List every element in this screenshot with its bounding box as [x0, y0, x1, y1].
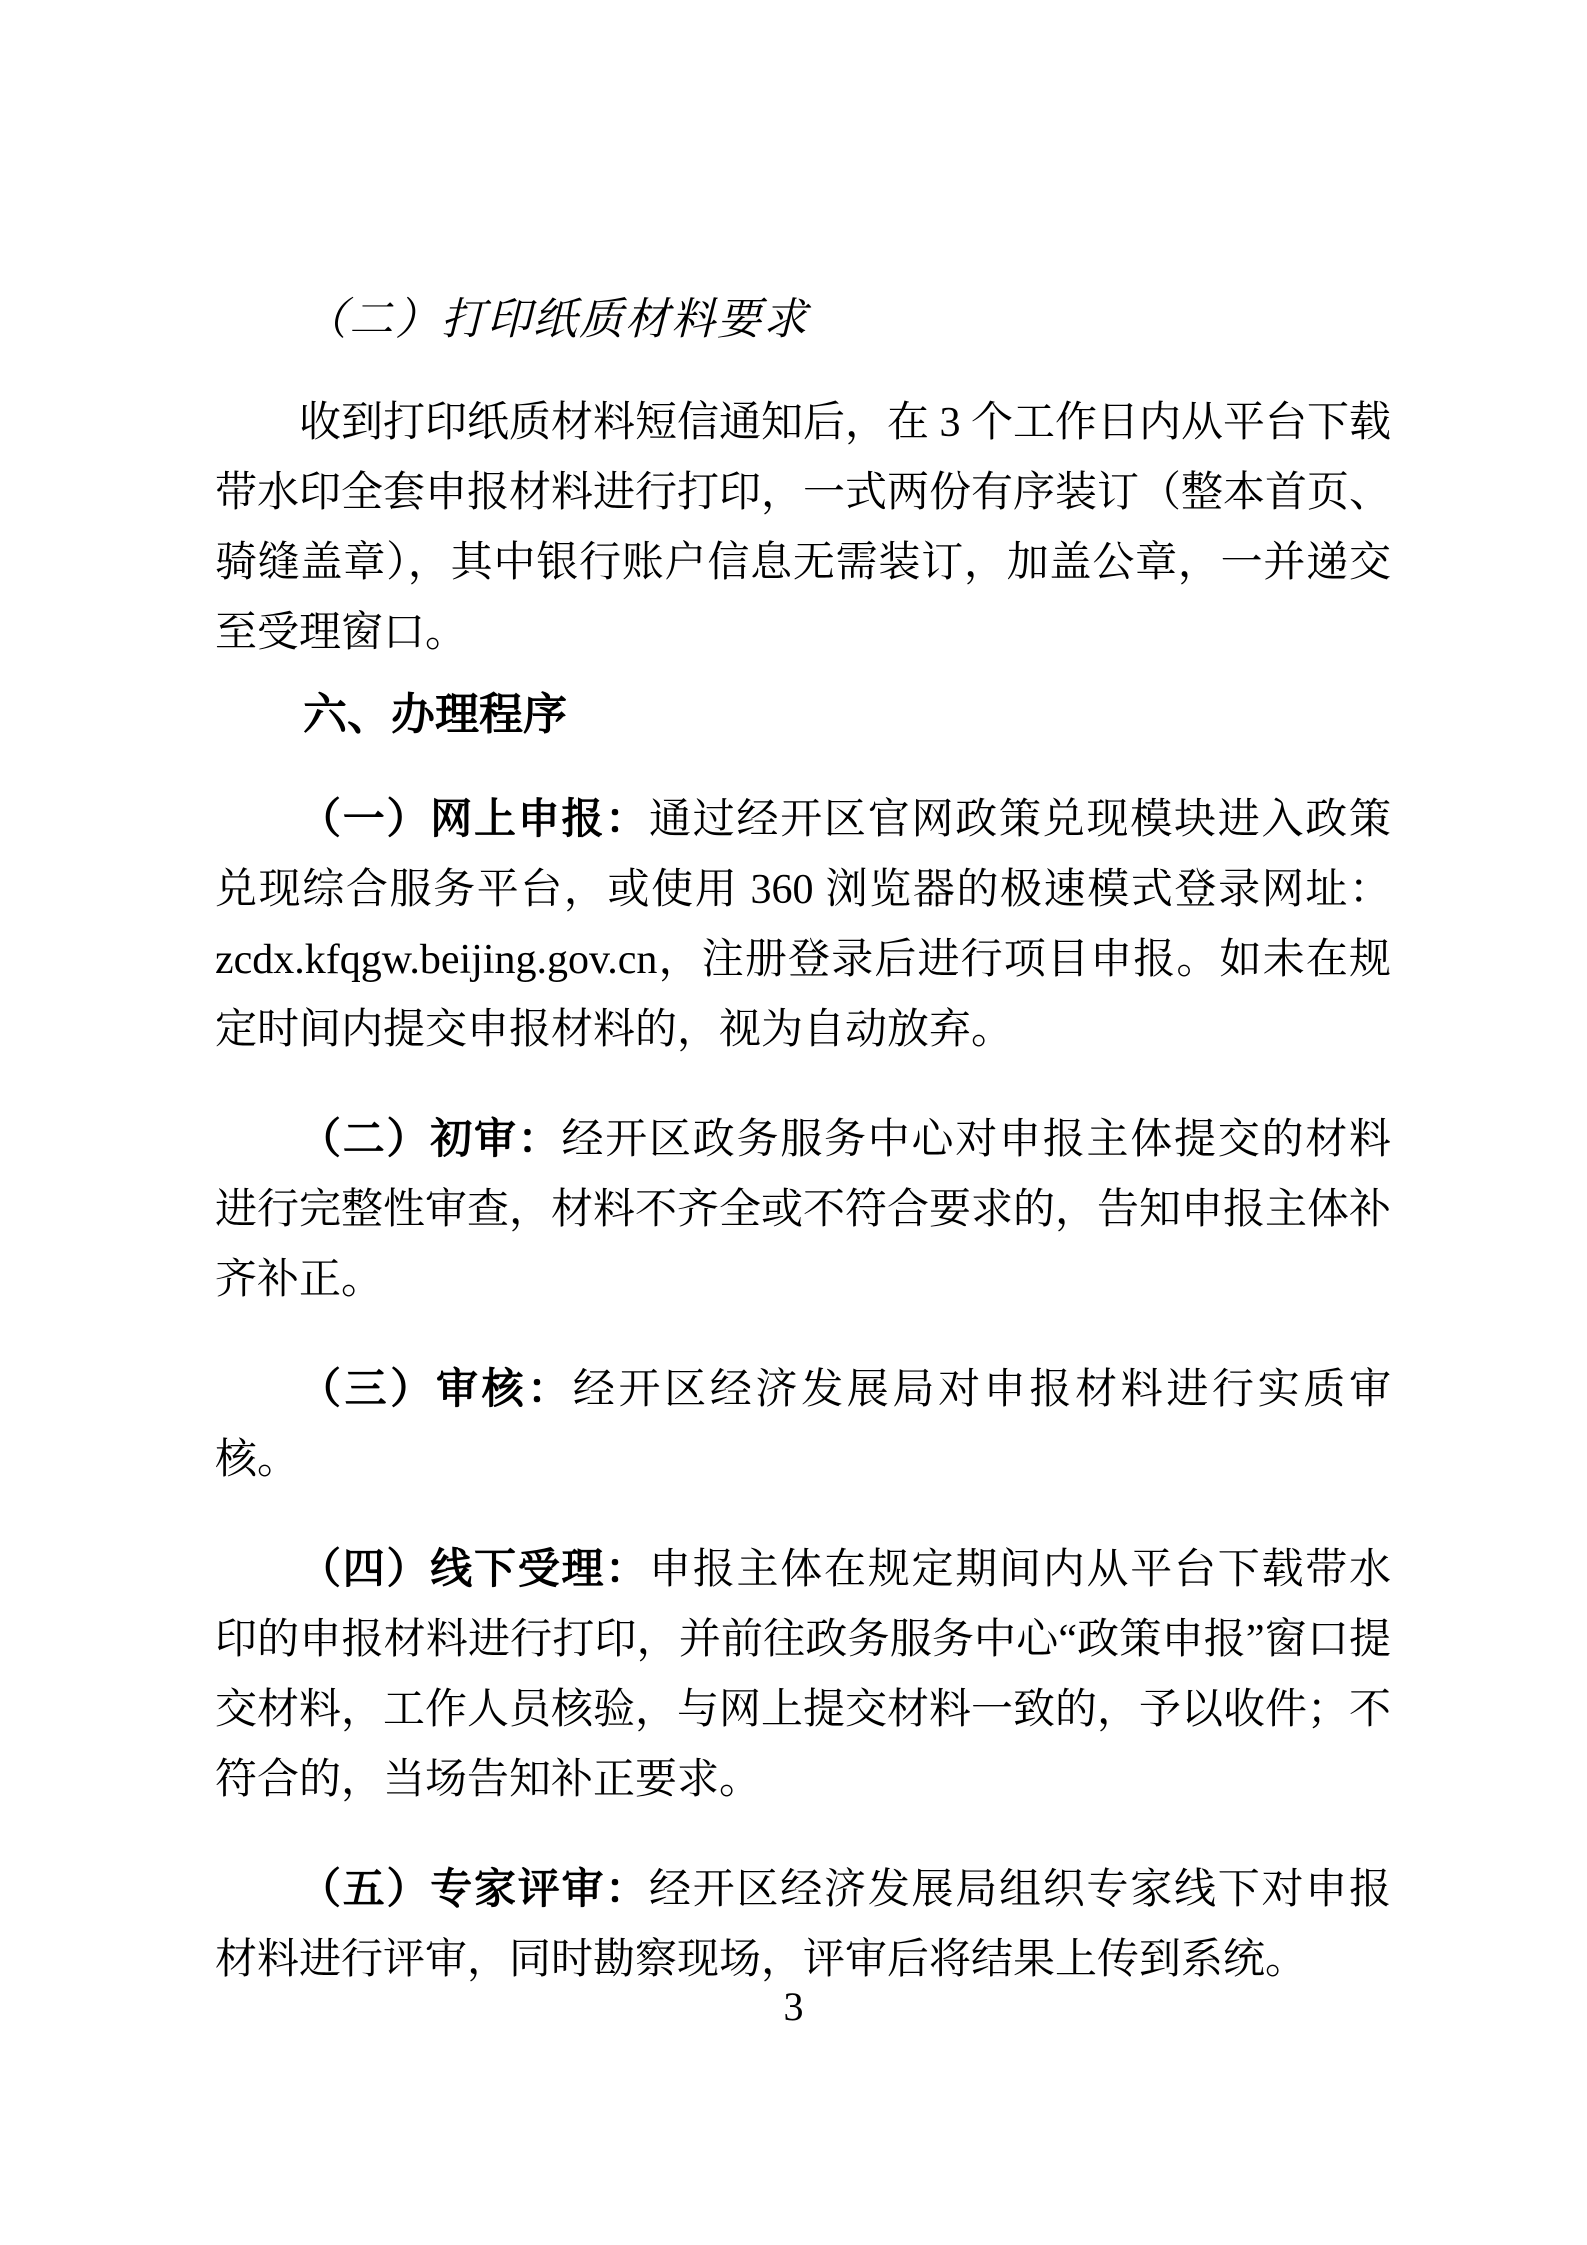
- page-number: 3: [783, 1984, 804, 2029]
- chapter-heading: 六、办理程序: [303, 690, 567, 739]
- step-lead: （四）线下受理：: [299, 1547, 649, 1593]
- document-body: [215, 285, 1391, 1995]
- step-lead: （三）审核：: [299, 1367, 573, 1413]
- step-paragraph-initial-review: [215, 1105, 1391, 1315]
- step-text: 经开区经济发展局对申报材料进行实质审核。: [215, 1367, 1391, 1483]
- step-paragraph-online-application: [215, 785, 1391, 1065]
- step-lead: （五）专家评审：: [299, 1867, 649, 1913]
- step-text: 通过经开区官网政策兑现模块进入政策兑现综合服务平台，或使用 360 浏览器的极速模式登录网址：zcdx.kfqgw.beijing.gov.cn，注册登录后进行项目申报。如未在规定时间内提交申报材料的，视为自动放弃。: [215, 797, 1391, 1053]
- step-text: 申报主体在规定期间内从平台下载带水印的申报材料进行打印，并前往政务服务中心“政策申报”窗口提交材料，工作人员核验，与网上提交材料一致的，予以收件；不符合的，当场告知补正要求。: [215, 1547, 1392, 1803]
- step-text: 经开区经济发展局组织专家线下对申报材料进行评审，同时勘察现场，评审后将结果上传到系统。: [215, 1867, 1391, 1983]
- step-paragraph-expert-review: [215, 1855, 1391, 1995]
- step-text: 经开区政务服务中心对申报主体提交的材料进行完整性审查，材料不齐全或不符合要求的，告知申报主体补齐补正。: [215, 1117, 1392, 1303]
- step-lead: （二）初审：: [299, 1117, 562, 1163]
- footer: [0, 1985, 1587, 2029]
- paragraph-print-requirements: 收到打印纸质材料短信通知后，在 3 个工作日内从平台下载带水印全套申报材料进行打印，一式两份有序装订（整本首页、骑缝盖章），其中银行账户信息无需装订，加盖公章，一并递交至受理窗口。: [215, 400, 1392, 656]
- step-paragraph-offline-acceptance: [215, 1535, 1391, 1815]
- step-paragraph-examination: [215, 1355, 1391, 1495]
- section-heading: （二）打印纸质材料要求: [303, 295, 809, 344]
- step-lead: （一）网上申报：: [299, 797, 649, 843]
